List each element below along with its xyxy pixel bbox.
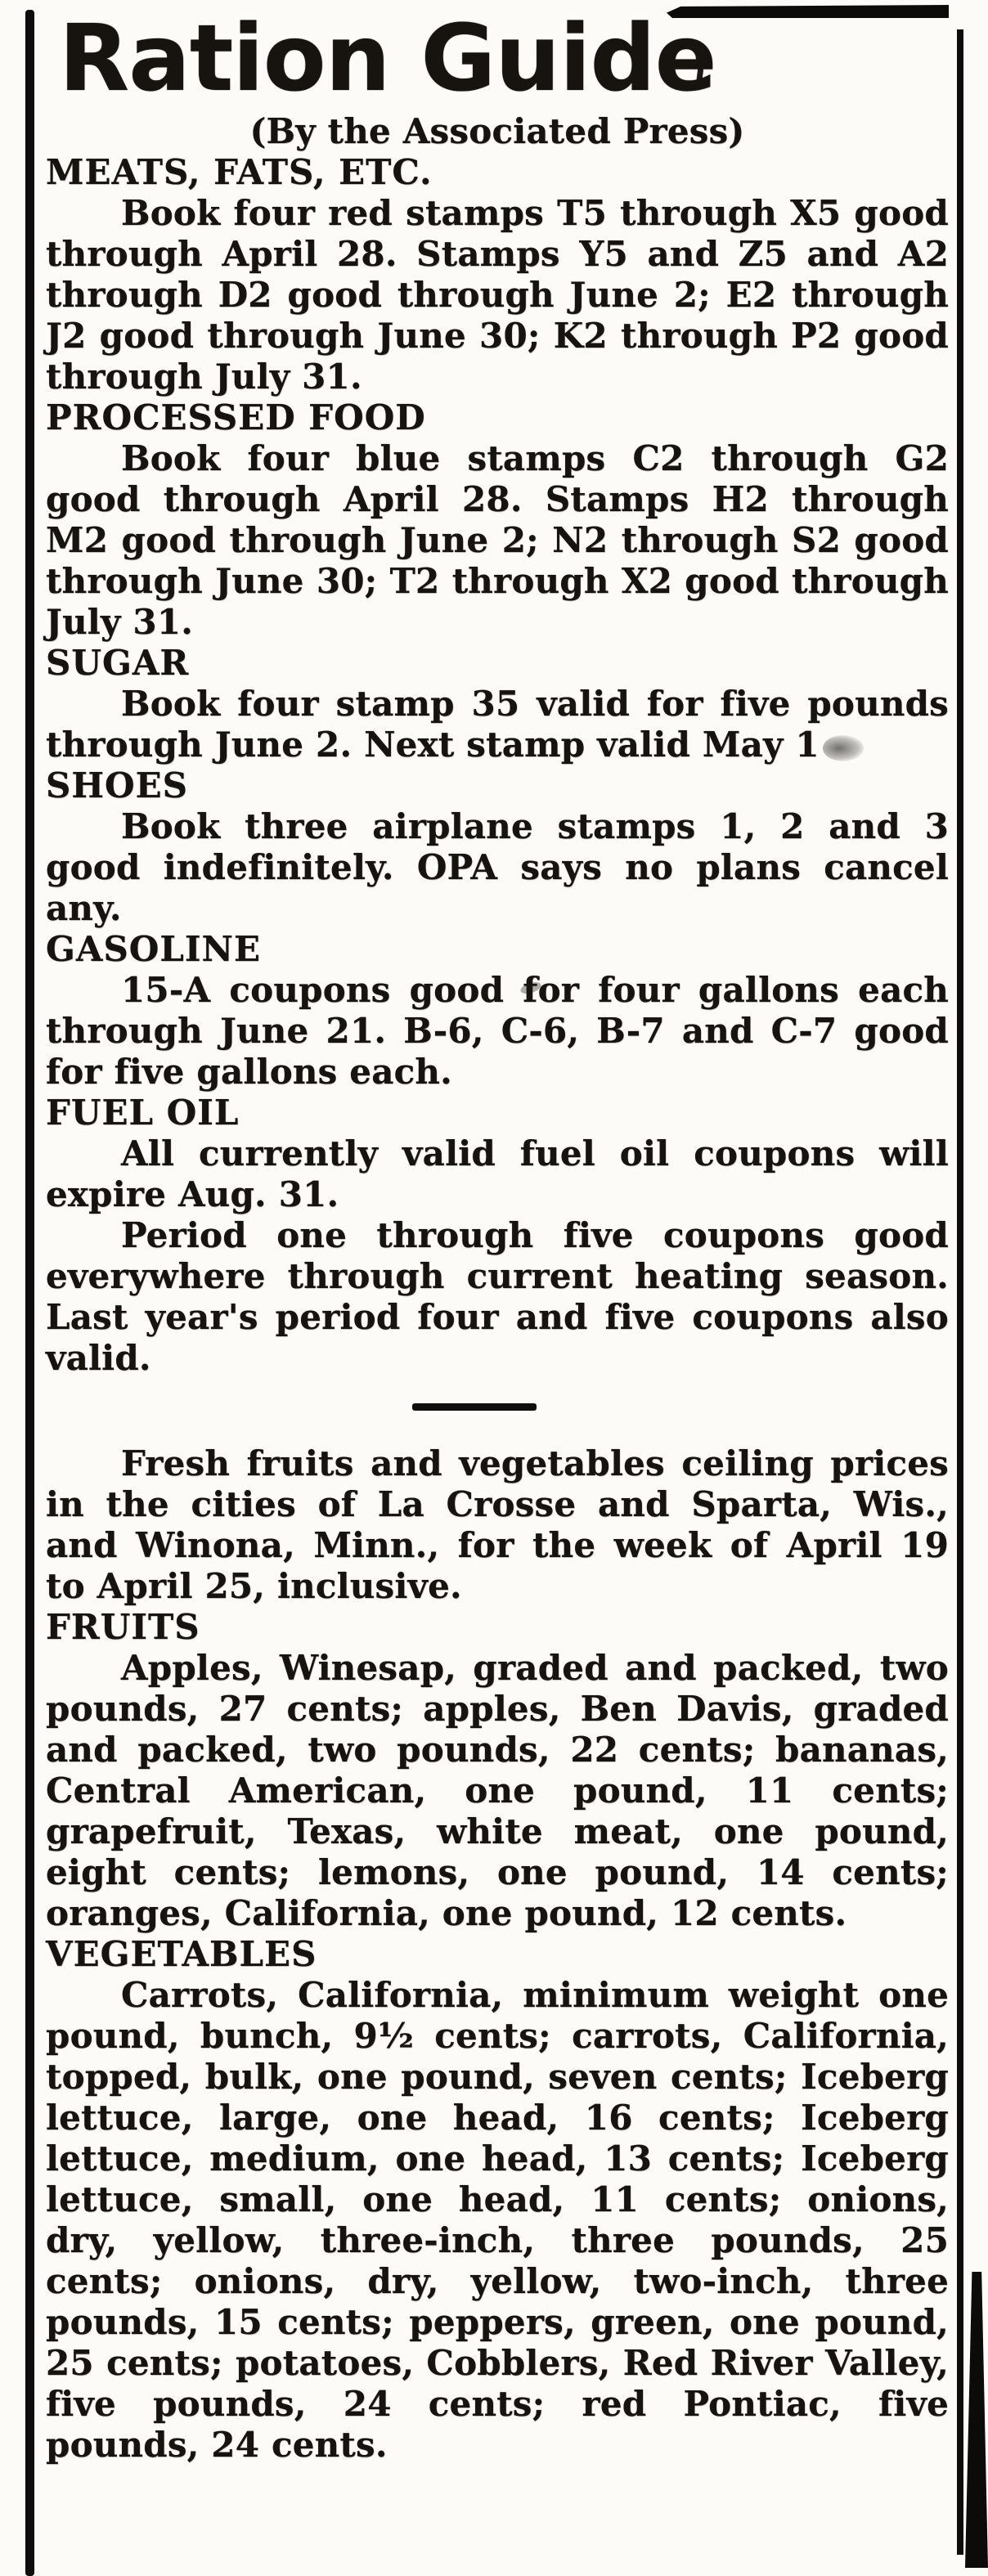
section-heading-meats: MEATS, FATS, ETC. [46,151,433,192]
paragraph-text: Book four stamp 35 valid for five pounds through June 2. Next stamp valid May 1 [46,683,949,765]
paragraph: Book four blue stamps C2 through G2 good through April 28. Stamps H2 through M2 good through June 2; N2 through S2 good through June 30; T2 through X2 good through July 31. [46,438,949,642]
section-divider-rule [412,1403,537,1411]
section-heading-sugar: SUGAR [46,642,190,683]
ink-smudge [823,735,864,761]
section-heading-shoes: SHOES [46,765,188,806]
fold-shadow-bottom-right [965,2272,988,2568]
column-rule-right [957,29,963,2555]
price-report-intro: Fresh fruits and vegetables ceiling prices in the cities of La Crosse and Sparta, Wis., and Winona, Minn., for the week of April 19 to April 25, inclusive. [46,1443,949,1606]
paragraph: Apples, Winesap, graded and packed, two pounds, 27 cents; apples, Ben Davis, graded and packed, two pounds, 22 cents; bananas, Central American, one pound, 11 cents; grapefruit, Texas, white meat, one pound, eight cents; lemons, one pound, 14 cents; oranges, California, one pound, 12 cents. [46,1647,949,1933]
paragraph [46,684,949,765]
article-title: Ration Guide [59,6,716,112]
byline: (By the Associated Press) [249,110,745,151]
column-rule-left [25,10,34,2576]
section-heading-gasoline: GASOLINE [46,928,261,969]
section-heading-processed-food: PROCESSED FOOD [46,397,426,438]
paragraph: 15-A coupons good for four gallons each through June 21. B-6, C-6, B-7 and C-7 good for five gallons each. [46,969,949,1092]
paragraph: All currently valid fuel oil coupons will expire Aug. 31. [46,1133,949,1214]
section-heading-fruits: FRUITS [46,1606,200,1647]
section-heading-vegetables: VEGETABLES [46,1933,317,1974]
paragraph: Book four red stamps T5 through X5 good through April 28. Stamps Y5 and Z5 and A2 through D2 good through June 2; E2 through J2 good through June 30; K2 through P2 good through July 31. [46,192,949,397]
paragraph: Book three airplane stamps 1, 2 and 3 good indefinitely. OPA says no plans cancel any. [46,806,949,928]
paragraph: Carrots, California, minimum weight one pound, bunch, 9½ cents; carrots, California, topped, bulk, one pound, seven cents; Iceberg lettuce, large, one head, 16 cents; Iceberg lettuce, medium, one head, 13 cents; Iceberg lettuce, small, one head, 11 cents; onions, dry, yellow, three-inch, three pounds, 25 cents; onions, dry, yellow, two-inch, three pounds, 15 cents; peppers, green, one pound, 25 cents; potatoes, Cobblers, Red River Valley, five pounds, 24 cents; red Pontiac, five pounds, 24 cents. [46,1974,949,2465]
article-column [46,0,949,2466]
paragraph: Period one through five coupons good everywhere through current heating season. Last year's period four and five coupons also valid. [46,1214,949,1378]
section-heading-fuel-oil: FUEL OIL [46,1092,240,1133]
